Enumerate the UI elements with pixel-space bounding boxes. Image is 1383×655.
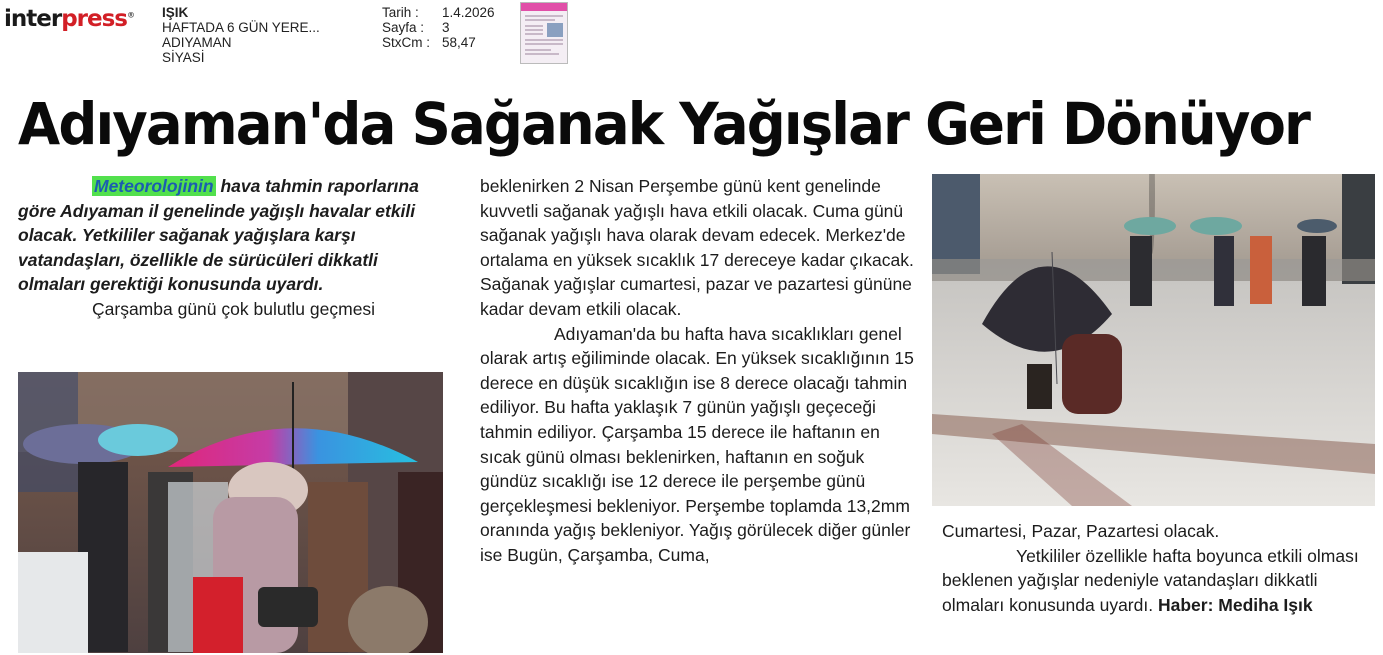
page-label: Sayfa : xyxy=(382,20,425,35)
photo-umbrella-woman xyxy=(18,372,443,653)
stxcm-value: 58,47 xyxy=(442,35,476,50)
paragraph-2: Adıyaman'da bu hafta hava sıcaklıkları genel olarak artış eğiliminde olacak. En yüksek sıcaklığının 15 derece en düşük sıcaklığın ise 8 derece olacağı tahmin ediliyor. Bu hafta yaklaşık 7 günün yağışlı geçeceği tahmin ediliyor. Çarşamba 15 derece ile haftanın en sıcak günü olması beklenirken, haftanın en soğuk gündüz sıcaklığı ise 12 derece ile perşembe günü gerçekleşmesi bekleniyor. Perşembe toplamda 13,2mm oranında yağış bekleniyor. Yağış görülecek diğer günler ise Bugün, Çarşamba, Cuma, xyxy=(480,323,914,565)
paragraph-3: Yetkililer özellikle hafta boyunca etkili olması beklenen yağışlar nedeniyle vatandaşları dikkatli olmaları konusunda uyardı. Haber: Mediha Işık xyxy=(942,545,1359,615)
paragraph-1-start: Çarşamba günü çok bulutlu geçmesi xyxy=(92,298,376,319)
clipping-title: HAFTADA 6 GÜN YERE... xyxy=(162,20,320,35)
paragraph-1-continued: beklenirken 2 Nisan Perşembe günü kent genelinde kuvvetli sağanak yağışlı hava etkili olacak. Cuma günü sağanak yağışlı hava olarak devam edecek. Merkez'de ortalama en yüksek sıcaklık 17 dereceye kadar çıkacak. Sağanak yağışlar cumartesi, pazar ve pazartesi gününe kadar devam etkili olacak. xyxy=(480,176,914,319)
clipping-city: ADIYAMAN xyxy=(162,35,232,50)
clipping-section: SİYASİ xyxy=(162,50,205,65)
photo-rainy-street xyxy=(932,174,1375,506)
clipping-details xyxy=(382,5,495,50)
article-column-1 xyxy=(18,174,438,322)
page-value: 3 xyxy=(442,20,450,35)
paragraph-2-end: Cumartesi, Pazar, Pazartesi olacak. xyxy=(942,521,1220,541)
clipping-info xyxy=(162,5,320,65)
article-lead: Meteorolojinin hava tahmin raporlarına göre Adıyaman il genelinde yağışlı havalar etkili olacak. Yetkililer sağanak yağışlara karşı vatandaşları, özellikle de sürücüleri dikkatli olmaları gerektiği konusunda uyardı. xyxy=(18,176,419,295)
stxcm-label: StxCm : xyxy=(382,35,431,50)
date-label: Tarih : xyxy=(382,5,419,20)
article-headline: Adıyaman'da Sağanak Yağışlar Geri Dönüyor xyxy=(18,90,1310,158)
highlighted-keyword: Meteorolojinin xyxy=(94,176,214,196)
article-column-3 xyxy=(942,519,1372,617)
article-column-2 xyxy=(480,174,920,568)
byline: Haber: Mediha Işık xyxy=(1157,594,1313,615)
publication-name: IŞIK xyxy=(162,5,189,20)
page-thumbnail[interactable] xyxy=(520,2,568,64)
date-value: 1.4.2026 xyxy=(442,5,495,20)
interpress-logo: interpress® xyxy=(4,6,134,32)
